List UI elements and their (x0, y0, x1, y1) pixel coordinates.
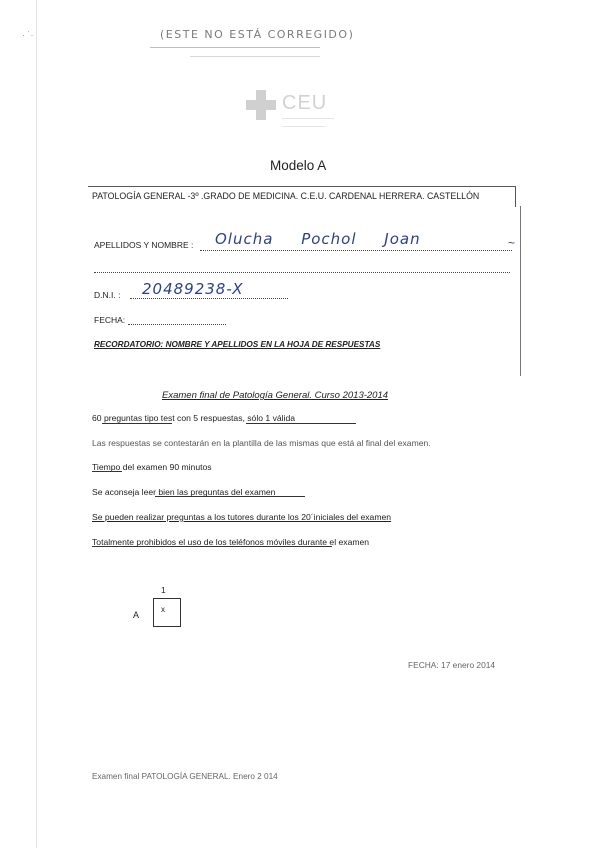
answer-box (153, 598, 181, 627)
date-dotted-line (128, 324, 226, 325)
dni-label: D.N.I. : (94, 290, 121, 300)
answer-row-letter: A (133, 610, 140, 620)
cross-icon (244, 88, 278, 122)
model-title: Modelo A (270, 158, 327, 173)
answer-mark: x (161, 605, 165, 614)
scan-edge-line (36, 0, 37, 848)
dni-dotted-line (130, 298, 288, 299)
instruction-6: Totalmente prohibidos el uso de los teléfonos móviles durante el examen (92, 537, 370, 547)
surname-value: Olucha Pochol Joan (215, 230, 421, 248)
note-underline (150, 47, 320, 48)
exam-title: Examen final de Patología General. Curso 2013-2014 (162, 390, 389, 401)
logo-subline (282, 118, 334, 119)
handwritten-note: (ESTE NO ESTÁ CORREGIDO) (160, 28, 355, 41)
footer-note: Examen final PATOLOGÍA GENERAL. Enero 2 014 (92, 772, 278, 781)
course-line: PATOLOGÍA GENERAL -3º .GRADO DE MEDICINA. C.E.U. CARDENAL HERRERA. CASTELLÓN (92, 191, 480, 201)
logo-text: CEU (282, 92, 328, 114)
footer-date: FECHA: 17 enero 2014 (408, 660, 496, 670)
note-underline-2 (190, 56, 320, 57)
instruction-5: Se pueden realizar preguntas a los tutores durante los 20´iniciales del examen (92, 512, 392, 522)
instruction-1-underline (92, 414, 358, 424)
ceu-logo (244, 88, 278, 127)
instruction-3: Tiempo del examen 90 minutos (92, 462, 212, 472)
instruction-3-underline (92, 471, 122, 472)
surname-label: APELLIDOS Y NOMBRE : (94, 240, 194, 250)
ink-scribble: ~ (508, 236, 516, 250)
instruction-2: Las respuestas se contestarán en la plantilla de las mismas que está al final del examen. (92, 438, 431, 448)
instruction-4-underline (155, 496, 305, 497)
blank-dotted-line (94, 272, 510, 273)
reminder-text: RECORDATORIO: NOMBRE Y APELLIDOS EN LA HOJA DE RESPUESTAS (94, 340, 381, 349)
scan-specks: · ˙· (22, 30, 34, 40)
logo-subline-2 (282, 126, 326, 127)
date-label: FECHA: (94, 315, 126, 325)
instruction-text: 60 preguntas tipo test con 5 respuestas, sólo 1 válida (92, 413, 296, 423)
dni-value: 20489238-X (142, 280, 244, 298)
answer-column-number: 1 (161, 585, 166, 595)
instruction-4: Se aconseja leer bien las preguntas del examen (92, 487, 276, 497)
surname-dotted-line (200, 250, 512, 251)
instruction-6-underline (92, 546, 332, 547)
